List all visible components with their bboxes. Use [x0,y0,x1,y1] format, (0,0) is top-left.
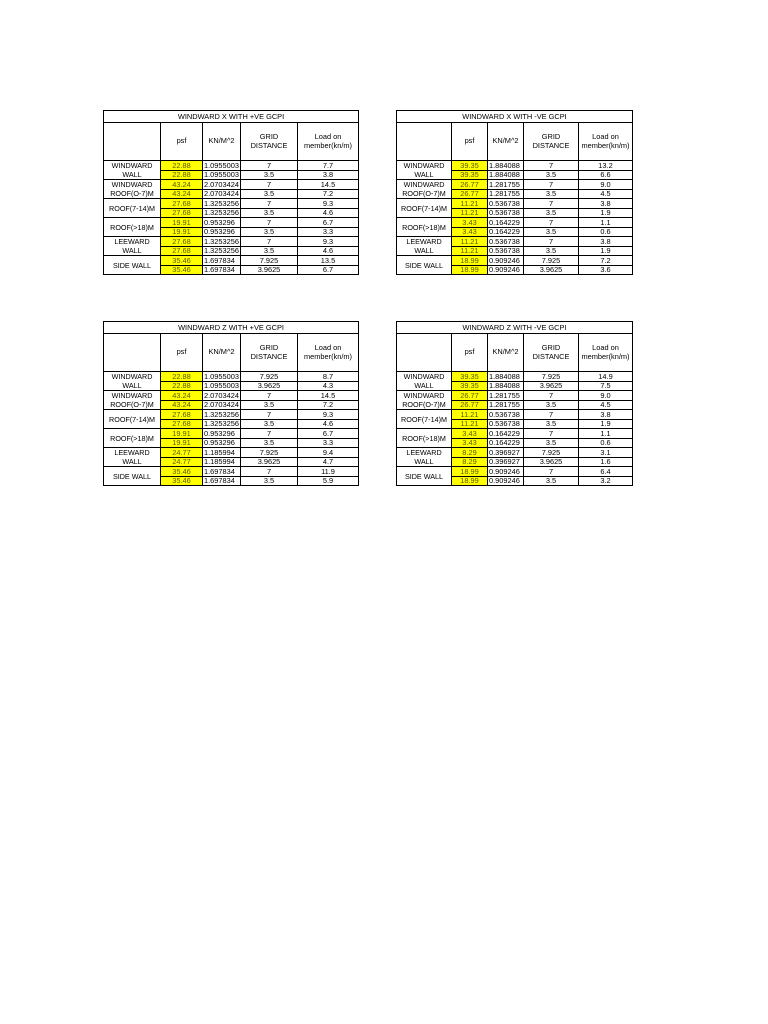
table-row [104,448,359,458]
psf-cell: 22.88 [161,381,203,391]
kn-per-m2-cell: 0.536738 [488,246,524,256]
load-on-member-cell: 3.2 [579,476,633,486]
kn-per-m2-cell: 0.909246 [488,476,524,486]
table-windward-x-negative-gcpi [396,110,633,275]
grid-distance-cell: 3.5 [241,227,298,237]
psf-cell: 19.91 [161,227,203,237]
header-cell-load: Load on member(kn/m) [298,123,359,161]
load-on-member-cell: 3.8 [579,237,633,247]
table-body [397,161,633,275]
load-on-member-cell: 6.7 [298,218,359,228]
load-on-member-cell: 3.3 [298,438,359,448]
load-on-member-cell: 5.9 [298,476,359,486]
load-on-member-cell: 1.9 [579,208,633,218]
load-on-member-cell: 7.5 [579,381,633,391]
psf-cell: 26.77 [452,391,488,401]
load-on-member-cell: 3.6 [579,265,633,275]
header-cell-kn-m2: KN/M^2 [203,123,241,161]
grid-distance-cell: 3.5 [524,189,579,199]
grid-distance-cell: 7 [524,391,579,401]
load-on-member-cell: 14.5 [298,391,359,401]
psf-cell: 43.24 [161,189,203,199]
load-on-member-cell: 3.1 [579,448,633,458]
psf-cell: 19.91 [161,429,203,439]
kn-per-m2-cell: 0.164229 [488,438,524,448]
kn-per-m2-cell: 0.536738 [488,237,524,247]
row-group-label: ROOF(7-14)M [104,199,161,218]
psf-cell: 39.35 [452,372,488,382]
kn-per-m2-cell: 1.884088 [488,170,524,180]
load-on-member-cell: 9.4 [298,448,359,458]
kn-per-m2-cell: 1.884088 [488,161,524,171]
load-on-member-cell: 1.9 [579,246,633,256]
psf-cell: 22.88 [161,170,203,180]
kn-per-m2-cell: 0.909246 [488,265,524,275]
psf-cell: 26.77 [452,180,488,190]
load-on-member-cell: 3.8 [579,410,633,420]
row-group-label: WINDWARD ROOF(O-7)M [104,391,161,410]
grid-distance-cell: 7 [524,180,579,190]
psf-cell: 18.99 [452,476,488,486]
grid-distance-cell: 7 [524,161,579,171]
psf-cell: 11.21 [452,199,488,209]
kn-per-m2-cell: 1.281755 [488,400,524,410]
kn-per-m2-cell: 0.164229 [488,218,524,228]
grid-distance-cell: 7 [524,429,579,439]
grid-distance-cell: 7.925 [524,256,579,266]
kn-per-m2-cell: 1.697834 [203,476,241,486]
load-on-member-cell: 3.3 [298,227,359,237]
psf-cell: 3.43 [452,429,488,439]
grid-distance-cell: 3.5 [524,476,579,486]
psf-cell: 27.68 [161,410,203,420]
kn-per-m2-cell: 2.0703424 [204,189,239,199]
kn-per-m2-cell: 1.3253256 [204,198,239,208]
row-group-label: ROOF(>18)M [397,429,452,448]
kn-per-m2-cell: 0.953296 [203,429,241,439]
grid-distance-cell: 7.925 [241,448,298,458]
header-cell-load: Load on member(kn/m) [298,334,359,372]
grid-distance-cell: 3.9625 [524,265,579,275]
psf-cell: 11.21 [452,419,488,429]
grid-distance-cell: 7 [524,199,579,209]
table-row [104,391,359,401]
psf-cell: 11.21 [452,208,488,218]
psf-cell: 27.68 [161,237,203,247]
header-cell-grid-distance: GRID DISTANCE [524,334,579,372]
load-on-member-cell: 13.2 [579,161,633,171]
row-group-label: WINDWARD ROOF(O-7)M [104,180,161,199]
psf-cell: 18.99 [452,467,488,477]
grid-distance-cell: 7 [241,429,298,439]
psf-cell: 3.43 [452,218,488,228]
table-windward-z-negative-gcpi [396,321,633,486]
grid-distance-cell: 3.5 [524,246,579,256]
grid-distance-cell: 3.5 [524,208,579,218]
kn-per-m2-cell: 2.0703424 [204,400,239,410]
load-on-member-cell: 1.6 [579,457,633,467]
row-group-label: WINDWARD WALL [104,161,161,180]
grid-distance-cell: 7 [241,218,298,228]
kn-per-m2-cell: 0.396927 [488,457,524,467]
kn-per-m2-cell: 1.0955003 [204,160,239,170]
grid-distance-cell: 7 [524,467,579,477]
grid-distance-cell: 3.5 [241,170,298,180]
psf-cell: 27.68 [161,246,203,256]
kn-per-m2-cell: 0.396927 [488,448,524,458]
load-on-member-cell: 4.5 [579,400,633,410]
grid-distance-cell: 3.5 [524,227,579,237]
table-row [104,180,359,190]
grid-distance-cell: 3.5 [524,400,579,410]
psf-cell: 8.29 [452,457,488,467]
load-on-member-cell: 11.9 [298,467,359,477]
psf-cell: 26.77 [452,400,488,410]
kn-per-m2-cell: 1.0955003 [204,381,239,391]
row-group-label: LEEWARD WALL [104,237,161,256]
psf-cell: 24.77 [161,457,203,467]
kn-per-m2-cell: 1.3253256 [204,236,239,246]
grid-distance-cell: 7 [524,218,579,228]
kn-per-m2-cell: 0.953296 [203,218,241,228]
row-group-label: WINDWARD ROOF(O-7)M [397,180,452,199]
grid-distance-cell: 7.925 [241,256,298,266]
load-on-member-cell: 3.8 [579,199,633,209]
row-group-label: LEEWARD WALL [397,237,452,256]
table-row [104,429,359,439]
grid-distance-cell: 7 [524,410,579,420]
kn-per-m2-cell: 0.953296 [203,438,241,448]
load-on-member-cell: 0.6 [579,227,633,237]
table-row [397,410,633,420]
load-on-member-cell: 14.5 [298,180,359,190]
kn-per-m2-cell: 1.281755 [488,391,524,401]
psf-cell: 27.68 [161,419,203,429]
kn-per-m2-cell: 1.3253256 [204,409,239,419]
kn-per-m2-cell: 1.3253256 [204,246,239,256]
kn-per-m2-cell: 2.0703424 [204,390,239,400]
grid-distance-cell: 3.5 [524,170,579,180]
grid-distance-cell: 3.5 [241,476,298,486]
kn-per-m2-cell: 1.884088 [488,372,524,382]
grid-distance-cell: 7 [524,237,579,247]
table-row [397,391,633,401]
grid-distance-cell: 7.925 [241,372,298,382]
grid-distance-cell: 3.5 [524,438,579,448]
grid-distance-cell: 3.5 [241,400,298,410]
load-on-member-cell: 4.6 [298,419,359,429]
kn-per-m2-cell: 0.536738 [488,199,524,209]
header-cell-group [104,123,161,161]
row-group-label: LEEWARD WALL [104,448,161,467]
psf-cell: 35.46 [161,256,203,266]
kn-per-m2-cell: 1.0955003 [204,170,239,180]
kn-per-m2-cell: 0.536738 [488,208,524,218]
load-on-member-cell: 13.5 [298,256,359,266]
psf-cell: 22.88 [161,161,203,171]
psf-cell: 39.35 [452,381,488,391]
table-windward-x-positive-gcpi [103,110,359,275]
kn-per-m2-cell: 1.3253256 [204,208,239,218]
table-row [104,467,359,477]
table-row [397,161,633,171]
psf-cell: 35.46 [161,467,203,477]
table-row [397,372,633,382]
header-cell-grid-distance: GRID DISTANCE [241,334,298,372]
grid-distance-cell: 7 [241,467,298,477]
psf-cell: 11.21 [452,410,488,420]
grid-distance-cell: 7 [241,180,298,190]
table-body [104,372,359,486]
table-row [104,256,359,266]
psf-cell: 43.24 [161,400,203,410]
load-on-member-cell: 6.7 [298,429,359,439]
grid-distance-cell: 3.9625 [241,381,298,391]
grid-distance-cell: 3.9625 [524,457,579,467]
load-on-member-cell: 8.7 [298,372,359,382]
kn-per-m2-cell: 1.697834 [203,265,241,275]
load-on-member-cell: 7.2 [579,256,633,266]
table-row [104,410,359,420]
load-on-member-cell: 9.0 [579,391,633,401]
row-group-label: SIDE WALL [397,256,452,275]
table-windward-z-positive-gcpi [103,321,359,486]
psf-cell: 18.99 [452,265,488,275]
row-group-label: ROOF(>18)M [397,218,452,237]
row-group-label: WINDWARD WALL [104,372,161,391]
row-group-label: SIDE WALL [104,256,161,275]
row-group-label: LEEWARD WALL [397,448,452,467]
table-row [104,218,359,228]
load-on-member-cell: 6.4 [579,467,633,477]
table-row [397,429,633,439]
grid-distance-cell: 3.9625 [241,265,298,275]
row-group-label: ROOF(7-14)M [397,199,452,218]
load-on-member-cell: 4.6 [298,208,359,218]
header-cell-load: Load on member(kn/m) [579,123,633,161]
table-body [397,372,633,486]
header-cell-group [397,334,452,372]
kn-per-m2-cell: 1.3253256 [204,419,239,429]
load-on-member-cell: 3.8 [298,170,359,180]
psf-cell: 27.68 [161,208,203,218]
kn-per-m2-cell: 1.185994 [203,457,241,467]
kn-per-m2-cell: 1.0955003 [204,371,239,381]
psf-cell: 35.46 [161,265,203,275]
row-group-label: ROOF(>18)M [104,429,161,448]
table-title: WINDWARD X WITH -VE GCPI [397,111,633,123]
psf-cell: 11.21 [452,237,488,247]
load-on-member-cell: 6.6 [579,170,633,180]
psf-cell: 3.43 [452,227,488,237]
psf-cell: 19.91 [161,218,203,228]
load-on-member-cell: 7.2 [298,400,359,410]
kn-per-m2-cell: 0.536738 [488,419,524,429]
load-on-member-cell: 9.3 [298,237,359,247]
table-title: WINDWARD Z WITH +VE GCPI [104,322,359,334]
load-on-member-cell: 4.3 [298,381,359,391]
header-cell-psf: psf [161,123,203,161]
table-title: WINDWARD X WITH +VE GCPI [104,111,359,123]
load-on-member-cell: 9.0 [579,180,633,190]
grid-distance-cell: 7 [241,391,298,401]
load-on-member-cell: 9.3 [298,199,359,209]
grid-distance-cell: 3.9625 [241,457,298,467]
grid-distance-cell: 3.5 [241,189,298,199]
table-row [397,199,633,209]
kn-per-m2-cell: 0.164229 [488,429,524,439]
load-on-member-cell: 4.5 [579,189,633,199]
psf-cell: 8.29 [452,448,488,458]
kn-per-m2-cell: 1.697834 [203,256,241,266]
header-cell-psf: psf [452,334,488,372]
load-on-member-cell: 4.6 [298,246,359,256]
load-on-member-cell: 7.7 [298,161,359,171]
header-cell-kn-m2: KN/M^2 [488,123,524,161]
grid-distance-cell: 3.9625 [524,381,579,391]
load-on-member-cell: 9.3 [298,410,359,420]
psf-cell: 43.24 [161,391,203,401]
psf-cell: 24.77 [161,448,203,458]
row-group-label: SIDE WALL [104,467,161,486]
header-cell-kn-m2: KN/M^2 [488,334,524,372]
grid-distance-cell: 3.5 [524,419,579,429]
kn-per-m2-cell: 1.884088 [488,381,524,391]
load-on-member-cell: 0.6 [579,438,633,448]
grid-distance-cell: 7 [241,410,298,420]
psf-cell: 11.21 [452,246,488,256]
header-cell-grid-distance: GRID DISTANCE [241,123,298,161]
row-group-label: ROOF(>18)M [104,218,161,237]
grid-distance-cell: 7 [241,161,298,171]
kn-per-m2-cell: 2.0703424 [204,179,239,189]
row-group-label: WINDWARD WALL [397,372,452,391]
grid-distance-cell: 3.5 [241,208,298,218]
header-cell-psf: psf [452,123,488,161]
psf-cell: 43.24 [161,180,203,190]
row-group-label: WINDWARD ROOF(O-7)M [397,391,452,410]
table-row [104,237,359,247]
load-on-member-cell: 4.7 [298,457,359,467]
psf-cell: 27.68 [161,199,203,209]
kn-per-m2-cell: 0.953296 [203,227,241,237]
load-on-member-cell: 1.1 [579,429,633,439]
kn-per-m2-cell: 1.697834 [203,467,241,477]
grid-distance-cell: 3.5 [241,419,298,429]
load-on-member-cell: 1.9 [579,419,633,429]
header-cell-group [397,123,452,161]
row-group-label: SIDE WALL [397,467,452,486]
table-body [104,161,359,275]
kn-per-m2-cell: 1.281755 [488,180,524,190]
kn-per-m2-cell: 1.281755 [488,189,524,199]
kn-per-m2-cell: 0.536738 [488,410,524,420]
header-cell-kn-m2: KN/M^2 [203,334,241,372]
header-cell-load: Load on member(kn/m) [579,334,633,372]
load-on-member-cell: 14.9 [579,372,633,382]
grid-distance-cell: 3.5 [241,438,298,448]
table-row [397,467,633,477]
kn-per-m2-cell: 0.164229 [488,227,524,237]
grid-distance-cell: 7 [241,199,298,209]
header-cell-psf: psf [161,334,203,372]
psf-cell: 22.88 [161,372,203,382]
psf-cell: 35.46 [161,476,203,486]
load-on-member-cell: 7.2 [298,189,359,199]
table-row [397,448,633,458]
grid-distance-cell: 7 [241,237,298,247]
row-group-label: ROOF(7-14)M [397,410,452,429]
psf-cell: 19.91 [161,438,203,448]
psf-cell: 39.35 [452,170,488,180]
header-cell-grid-distance: GRID DISTANCE [524,123,579,161]
header-cell-group [104,334,161,372]
table-row [397,180,633,190]
psf-cell: 39.35 [452,161,488,171]
grid-distance-cell: 3.5 [241,246,298,256]
kn-per-m2-cell: 0.909246 [488,256,524,266]
psf-cell: 3.43 [452,438,488,448]
table-row [397,218,633,228]
table-row [104,199,359,209]
table-row [104,161,359,171]
load-on-member-cell: 1.1 [579,218,633,228]
psf-cell: 26.77 [452,189,488,199]
row-group-label: ROOF(7-14)M [104,410,161,429]
psf-cell: 18.99 [452,256,488,266]
kn-per-m2-cell: 0.909246 [488,467,524,477]
table-row [104,372,359,382]
kn-per-m2-cell: 1.185994 [203,448,241,458]
table-row [397,237,633,247]
load-on-member-cell: 6.7 [298,265,359,275]
row-group-label: WINDWARD WALL [397,161,452,180]
grid-distance-cell: 7.925 [524,448,579,458]
table-title: WINDWARD Z WITH -VE GCPI [397,322,633,334]
grid-distance-cell: 7.925 [524,372,579,382]
table-row [397,256,633,266]
